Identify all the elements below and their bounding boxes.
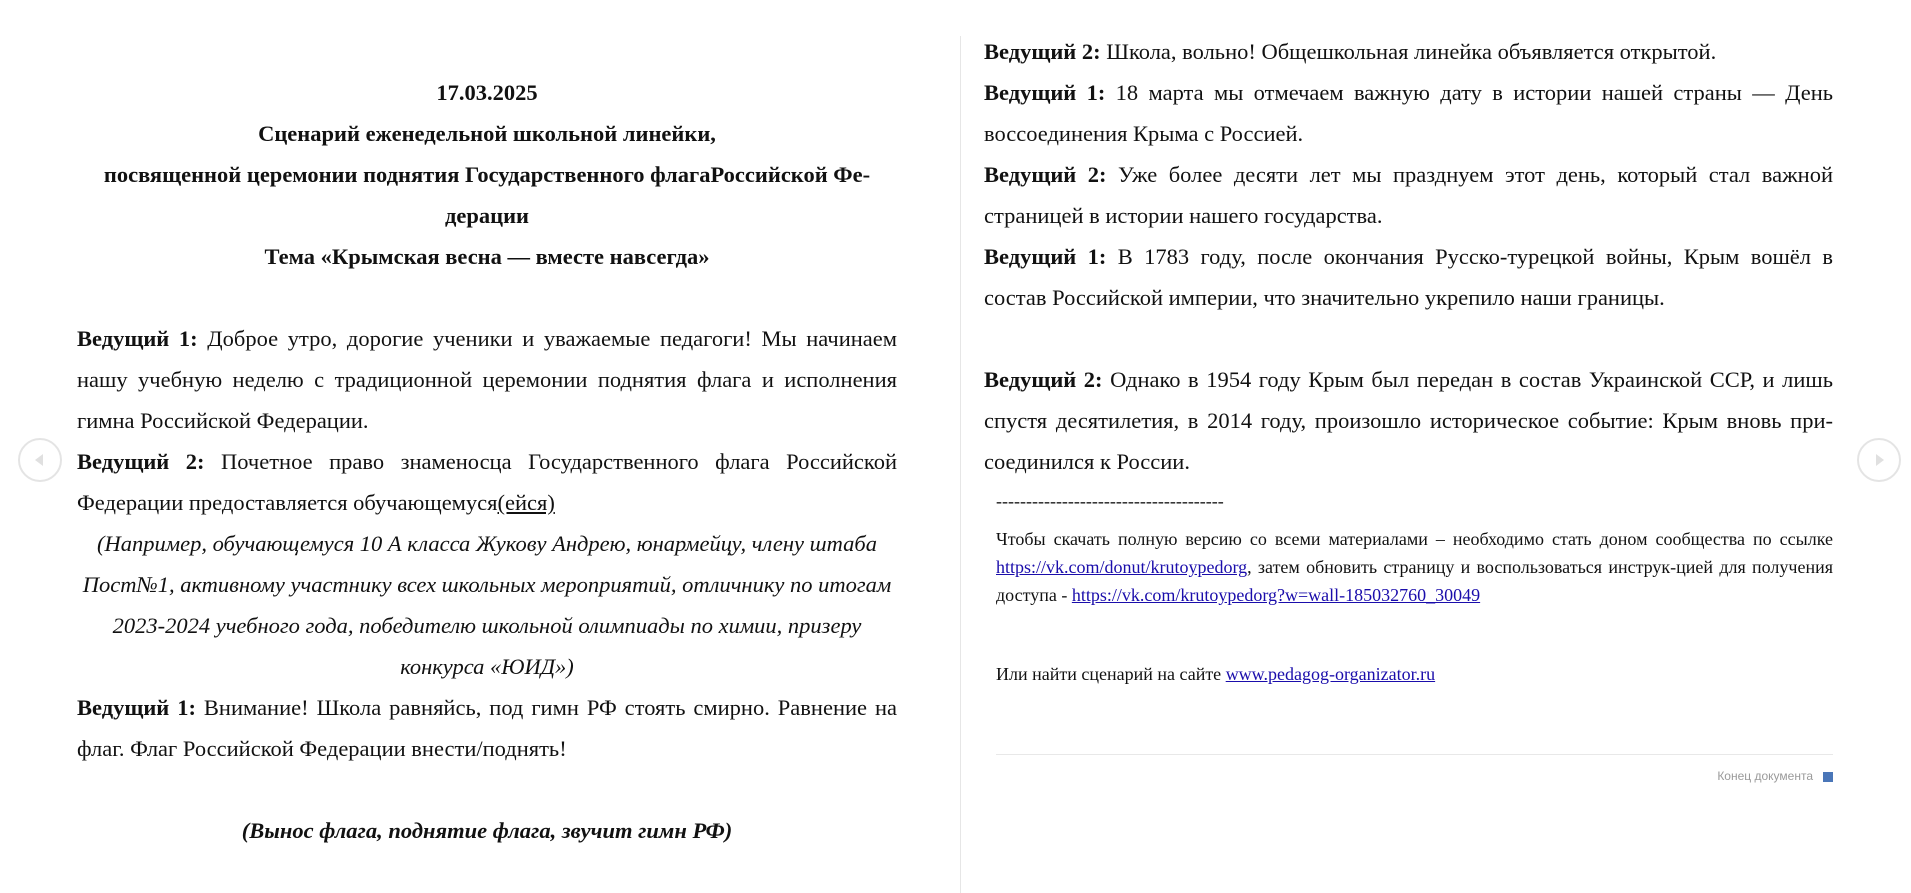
document-title-line2: посвященной церемонии поднятия Государственного флагаРоссийской Фе- дерации <box>103 162 871 228</box>
speaker-label: Ведущий 1: <box>984 244 1107 269</box>
end-of-document-marker <box>996 754 1833 785</box>
spacer <box>77 769 897 810</box>
right-page-content <box>984 31 1833 482</box>
document-theme: Тема «Крымская весна — вместе навсегда» <box>264 244 710 269</box>
left-page-content <box>77 72 897 851</box>
paragraph-text: Уже более десяти лет мы празднуем этот день, который стал важной страницей в истории нашего государства. <box>984 162 1833 228</box>
paragraph-host1-date <box>984 72 1833 154</box>
spacer <box>984 318 1833 359</box>
paragraph-host1-1783 <box>984 236 1833 318</box>
speaker-label: Ведущий 2: <box>77 449 205 474</box>
document-title-line1: Сценарий еженедельной школьной линейки, <box>258 121 716 146</box>
end-of-document-label: Конец документа <box>1717 769 1813 783</box>
paragraph-text: Однако в 1954 году Крым был передан в состав Украинской ССР, и лишь спустя десятилетия, в 2014 году, произошло историческое событие: Крым вновь при-соединился к России. <box>984 367 1833 474</box>
site-text: Или найти сценарий на сайте <box>996 664 1226 684</box>
donut-link[interactable]: https://vk.com/donut/krutoypedorg <box>996 557 1248 577</box>
paragraph-text: Доброе утро, дорогие ученики и уважаемые педагоги! Мы начинаем нашу учебную неделю с традиционной церемонии поднятия флага и исполнения гимна Российской Федерации. <box>77 326 897 433</box>
download-notice <box>996 487 1833 688</box>
spacer <box>77 277 897 318</box>
speaker-label: Ведущий 2: <box>984 162 1107 187</box>
paragraph-host2-decade <box>984 154 1833 236</box>
paragraph-host1-greeting <box>77 318 897 441</box>
end-square-icon <box>1823 772 1833 782</box>
paragraph-host1-attention <box>77 687 897 769</box>
site-link[interactable]: www.pedagog-organizator.ru <box>1225 664 1436 684</box>
paragraph-host2-flagbearer <box>77 441 897 523</box>
document-date: 17.03.2025 <box>436 80 538 105</box>
notice-text: , затем обновить страницу и воспользоваться инструк-цией для получения доступа - <box>996 557 1833 605</box>
speaker-label: Ведущий 2: <box>984 39 1101 64</box>
paragraph-text: Школа, вольно! Общешкольная линейка объявляется открытой. <box>1100 39 1717 64</box>
paragraph-host2-1954 <box>984 359 1833 482</box>
underlined-suffix: (ейся) <box>497 490 555 515</box>
paragraph-text: 18 марта мы отмечаем важную дату в истории нашей страны — День воссоединения Крыма с Россией. <box>984 80 1833 146</box>
document-page-right <box>961 0 1911 893</box>
example-note: (Например, обучающемуся 10 А класса Жукову Андрею, юнармейцу, члену штаба Пост№1, активному участнику всех школьных мероприятий, отличнику по итогам 2023-2024 учебного года, победителю школьной олимпиады по химии, призеру конкурса «ЮИД») <box>82 531 892 679</box>
paragraph-text: Почетное право знаменосца Государственного флага Российской Федерации предоставляется обучающемуся <box>77 449 897 515</box>
paragraph-text: В 1783 году, после окончания Русско-турецкой войны, Крым вошёл в состав Российской империи, что значительно укрепило наши границы. <box>984 244 1833 310</box>
notice-text: Чтобы скачать полную версию со всеми материалами – необходимо стать доном сообщества по ссылке <box>996 529 1833 549</box>
speaker-label: Ведущий 1: <box>77 326 198 351</box>
download-instructions <box>996 525 1833 609</box>
speaker-label: Ведущий 1: <box>984 80 1106 105</box>
paragraph-host2-open <box>984 31 1833 72</box>
separator-dashes: -------------------------------------- <box>996 491 1224 511</box>
speaker-label: Ведущий 2: <box>984 367 1103 392</box>
paragraph-text: Внимание! Школа равняйсь, под гимн РФ стоять смирно. Равнение на флаг. Флаг Российской Федерации внести/поднять! <box>77 695 897 761</box>
speaker-label: Ведущий 1: <box>77 695 196 720</box>
wall-post-link[interactable]: https://vk.com/krutoypedorg?w=wall-185032760_30049 <box>1071 585 1481 605</box>
stage-direction: (Вынос флага, поднятие флага, звучит гимн РФ) <box>241 818 733 843</box>
site-line <box>996 660 1833 688</box>
